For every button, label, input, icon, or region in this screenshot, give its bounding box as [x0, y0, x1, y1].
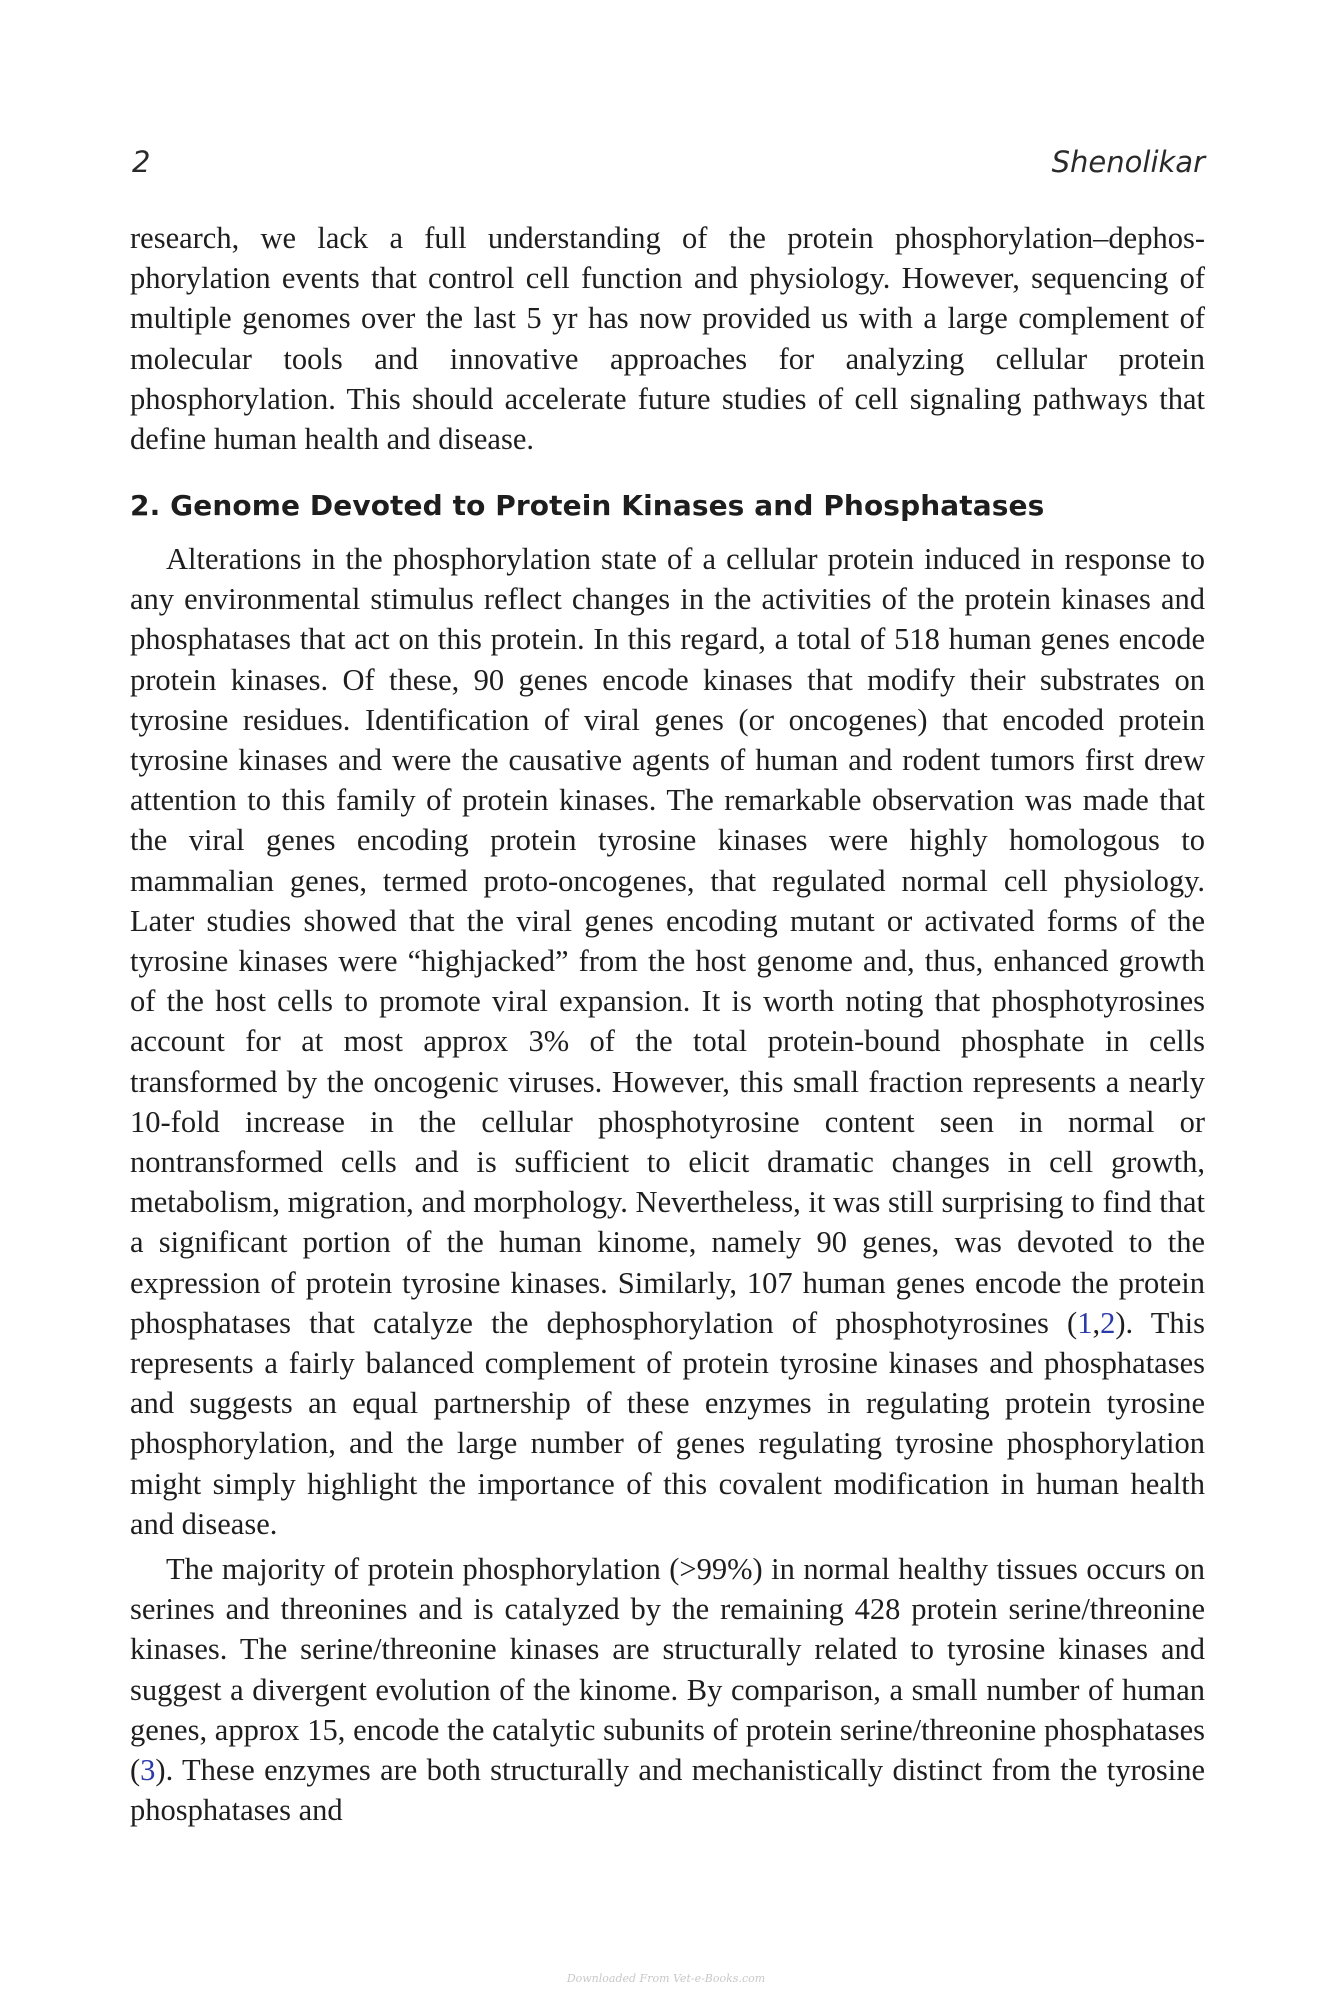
- download-watermark: Downloaded From Vet-e-Books.com: [566, 1972, 766, 1985]
- citation-separator: ,: [1092, 1305, 1101, 1340]
- page-header: [130, 145, 1205, 185]
- running-head-author: Shenolikar: [1051, 145, 1205, 179]
- paragraph-3: [130, 1549, 1205, 1830]
- citation-link-1[interactable]: 1: [1077, 1305, 1093, 1340]
- paragraph-1: research, we lack a full understanding of the protein phosphorylation–dephosphorylation events that control cell function and physiology. However, sequencing of multiple genomes over the last 5 yr has now provided us with a large complement of molecular tools and innovative approaches for analyzing cellular protein phosphorylation. This should accelerate future studies of cell signaling pathways that define human health and disease.: [130, 221, 1205, 457]
- section-body: [130, 539, 1205, 1831]
- citation-link-2[interactable]: 2: [1100, 1305, 1116, 1340]
- paragraph-continued: [130, 218, 1205, 459]
- paragraph-3-text-b: ). These enzymes are both structurally and mechanistically distinct from the tyrosine phosphatases and: [130, 1753, 1205, 1828]
- paragraph-2-text-b: ). This represents a fairly balanced complement of protein tyrosine kinases and phosphatases and suggests an equal partnership of these enzymes in regulating protein tyrosine phosphorylation, and the large number of genes regulating tyrosine phosphorylation might simply highlight the importance of this covalent modification in human health and disease.: [130, 1305, 1205, 1541]
- paragraph-3-text-a: The majority of protein phosphorylation (>99%) in normal healthy tissues occurs on serines and threonines and is catalyzed by the remaining 428 protein serine/threonine kinases. The serine/threonine kinases are structurally related to tyrosine kinases and suggest a divergent evolution of the kinome. By comparison, a small number of human genes, approx 15, encode the catalytic subunits of protein serine/threonine phosphatases (: [130, 1552, 1205, 1788]
- paragraph-2: [130, 539, 1205, 1544]
- paragraph-2-text-a: Alterations in the phosphorylation state of a cellular protein induced in response to any environmental stimulus reflect changes in the activities of the protein kinases and phosphatases that act on this protein. In this regard, a total of 518 human genes encode protein kinases. Of these, 90 genes encode kinases that modify their substrates on tyrosine residues. Identification of viral genes (or oncogenes) that encoded protein tyrosine kinases and were the causative agents of human and rodent tumors first drew attention to this family of protein kinases. The remarkable observation was made that the viral genes encoding protein tyrosine kinases were highly homologous to mammalian genes, termed proto-oncogenes, that regulated normal cell physiology. Later studies showed that the viral genes encoding mutant or activated forms of the tyrosine kinases were “highjacked” from the host genome and, thus, enhanced growth of the host cells to promote viral expansion. It is worth noting that phosphotyrosines account for at most approx 3% of the total protein-bound phosphate in cells transformed by the oncogenic viruses. However, this small fraction represents a nearly 10-fold increase in the cellular phosphotyrosine content seen in normal or nontransformed cells and is sufficient to elicit dramatic changes in cell growth, metabolism, migration, and morphology. Nevertheless, it was still surprising to find that a significant portion of the human kinome, namely 90 genes, was devoted to the expression of protein tyrosine kinases. Similarly, 107 human genes encode the protein phosphatases that catalyze the dephosphorylation of phosphotyrosines (: [130, 542, 1205, 1340]
- section-heading: 2. Genome Devoted to Protein Kinases and Phosphatases: [130, 489, 1045, 522]
- page-number: 2: [132, 145, 151, 179]
- citation-link-3[interactable]: 3: [140, 1753, 156, 1788]
